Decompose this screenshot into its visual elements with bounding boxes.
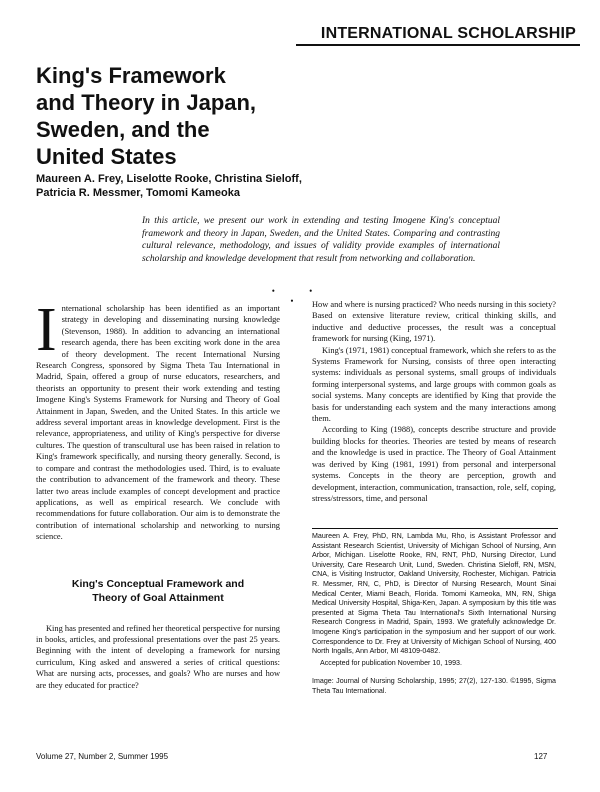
- author-bio: Maureen A. Frey, PhD, RN, Lambda Mu, Rho, is Assistant Professor and Assistant Research Scientist, University of Michigan School of Nursing, Ann Arbor, Michigan. Liselotte Rooke, RN, RNT, PhD, Nursing Director, Lund University, Care Research Unit, Lund, Sweden. Christina Sieloff, RN, MSN, CNA, is Visiting Instructor, Oakland University, Rochester, Michigan. Patricia R. Messmer, RN, C, PhD, is Director of Nursing Research, Mount Sinai Medical Center, Miami Beach, Florida. Tomomi Kameoka, MN, RN, Shiga Medical University Hospital, Shiga-Ken, Japan. A symposium by this title was presented at Sigma Theta Tau International's Sixth International Nursing Research Congress in Madrid, Spain, 1993. We gratefully acknowledge Dr. Imogene King's participation in the symposium and her support of our work. Correspondence to Dr. Frey at University of Michigan School of Nursing, 400 North Ingalls, Ann Arbor, MI 48109-0482.: [312, 532, 556, 656]
- body-paragraph: King's (1971, 1981) conceptual framework, which she refers to as the Systems Framework for Nursing, consists of three open interacting systems: individuals as personal systems, small groups of individuals forming interpersonal systems, and large groups with common goals as social systems. Many concepts are identified by King that provide the basis for understanding each system and the many interactions among them.: [312, 345, 556, 424]
- intro-text: nternational scholarship has been identified as an important strategy in developing and disseminating nursing knowledge (Stevenson, 1988). In addition to advancing an international research agenda, there has been exciting work done in the area of theory development. The recent International Nursing Research Congress, sponsored by Sigma Theta Tau International in Madrid, Spain, offered a group of nurse educators, researchers, and theorists an opportunity to present their work extending and testing Imogene King's Systems Framework for Nursing and Theory of Goal Attainment in Japan, Sweden, and the United States. In this article we address several important areas in knowledge development. First is the relevance, appropriateness, and utility of King's perspective for diverse cultures. The question of transcultural use has been raised in relation to King's framework specifically, and nursing theory generally. Second, is to compare and contrast the methodologies used. Third, is to evaluate the contribution to advancement of the framework and theory. These latter two areas include examples of concept development and practice applications, as well as empirical research. We conclude with recommendations for future collaboration. Our aim is to demonstrate the contribution of international scholarship and networking to nursing science.: [36, 304, 280, 542]
- intro-paragraph: [36, 296, 280, 543]
- section-subheading: [36, 577, 280, 605]
- article-title: [36, 62, 336, 170]
- left-column: [36, 296, 280, 691]
- section-rule: [296, 44, 580, 46]
- author-line: Maureen A. Frey, Liselotte Rooke, Christina Sieloff,: [36, 173, 302, 185]
- accepted-note: Accepted for publication November 10, 1993.: [320, 658, 462, 667]
- bio-rule: [312, 528, 558, 529]
- section-ornament: • • •: [271, 286, 329, 306]
- subheading-line: Theory of Goal Attainment: [92, 591, 224, 604]
- author-list: [36, 172, 456, 200]
- body-paragraph: According to King (1988), concepts describe structure and provide building blocks for theories. Theories are tested by means of research and the knowledge is used in practice. The Theory of Goal Attainment was derived by King (1981, 1991) from personal and interpersonal systems. Concepts in the theory are perception, growth and development, interaction, communication, transaction, role, self, coping, stress/stressors, time, and personal: [312, 425, 556, 503]
- drop-cap: I: [36, 296, 57, 364]
- page-number: 127: [534, 752, 548, 761]
- section-heading: INTERNATIONAL SCHOLARSHIP: [320, 25, 576, 42]
- issue-info: Volume 27, Number 2, Summer 1995: [36, 752, 169, 761]
- title-line: United States: [36, 144, 177, 169]
- author-line: Patricia R. Messmer, Tomomi Kameoka: [36, 187, 240, 199]
- body-paragraph: King has presented and refined her theoretical perspective for nursing in books, articles, and professional presentations over the past 25 years. Beginning with the intent of developing a framework for nursing curriculum, King asked and answered a series of critical questions: What are nursing acts, processes, and goals? Who are nurses and how are they educated for practice?: [36, 623, 280, 690]
- title-line: King's Framework: [36, 63, 226, 88]
- author-bio-box: [312, 532, 556, 699]
- citation-note: Image: Journal of Nursing Scholarship, 1995; 27(2), 127-130. ©1995, Sigma Theta Tau International.: [312, 677, 556, 695]
- title-line: Sweden, and the: [36, 117, 210, 142]
- subheading-line: King's Conceptual Framework and: [71, 577, 245, 590]
- title-line: and Theory in Japan,: [36, 90, 257, 115]
- right-column: [312, 299, 556, 504]
- abstract: In this article, we present our work in extending and testing Imogene King's conceptual framework and theory in Japan, Sweden, and the United States. Comparing and contrasting cultural relevance, methodology, and issues of validity provide examples of international scholarship and knowledge development that result from networking and collaboration.: [142, 216, 500, 264]
- body-paragraph: How and where is nursing practiced? Who needs nursing in this society? Based on extensive literature review, critical thinking skills, and inductive and deductive processes, the result was a conceptual framework for nursing (King, 1971).: [312, 300, 556, 344]
